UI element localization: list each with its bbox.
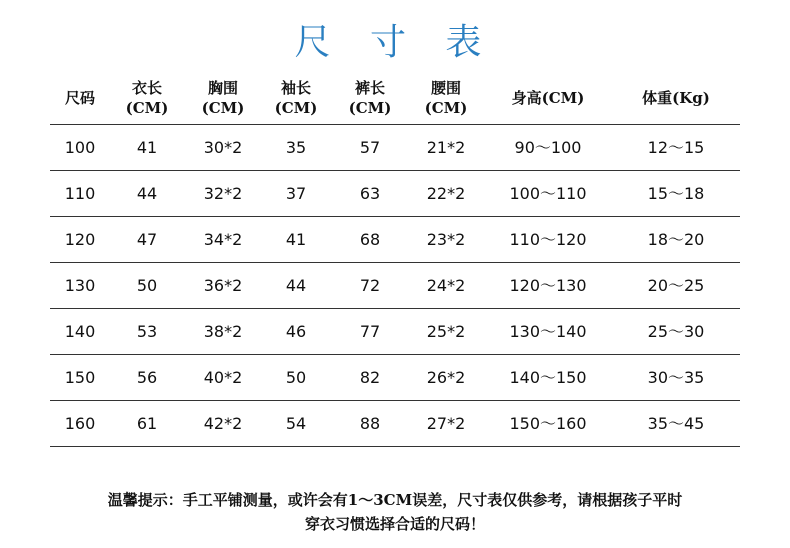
cell-weight: 35～45 — [647, 414, 705, 433]
cell-weight: 30～35 — [647, 368, 705, 387]
cell-waist: 25*2 — [426, 322, 466, 341]
cell-length: 61 — [136, 414, 158, 433]
cell-length: 56 — [136, 368, 158, 387]
cell-pants-length: 77 — [359, 322, 381, 341]
cell-height: 100～110 — [509, 184, 587, 203]
cell-pants-length: 57 — [359, 138, 381, 157]
cell-length: 50 — [136, 276, 158, 295]
cell-length: 44 — [136, 184, 158, 203]
table-header — [50, 78, 740, 124]
cell-weight: 20～25 — [647, 276, 705, 295]
cell-height: 140～150 — [509, 368, 587, 387]
cell-chest: 30*2 — [203, 138, 243, 157]
table-row — [50, 124, 740, 170]
cell-waist: 22*2 — [426, 184, 466, 203]
cell-length: 53 — [136, 322, 158, 341]
cell-chest: 34*2 — [203, 230, 243, 249]
cell-chest: 38*2 — [203, 322, 243, 341]
cell-size: 120 — [64, 230, 96, 249]
cell-height: 110～120 — [509, 230, 587, 249]
cell-waist: 26*2 — [426, 368, 466, 387]
cell-weight: 25～30 — [647, 322, 705, 341]
cell-sleeve: 44 — [285, 276, 307, 295]
size-table-body — [50, 124, 740, 447]
cell-chest: 42*2 — [203, 414, 243, 433]
cell-size: 130 — [64, 276, 96, 295]
cell-chest: 40*2 — [203, 368, 243, 387]
cell-weight: 18～20 — [647, 230, 705, 249]
cell-height: 90～100 — [514, 138, 582, 157]
note-line-2: 穿衣习惯选择合适的尺码！ — [304, 515, 485, 533]
cell-height: 130～140 — [509, 322, 587, 341]
header-chest: 胸围 (CM) — [201, 79, 245, 117]
header-pants-length: 裤长 (CM) — [348, 79, 392, 117]
cell-pants-length: 82 — [359, 368, 381, 387]
table-row — [50, 170, 740, 216]
table-row — [50, 308, 740, 354]
cell-sleeve: 54 — [285, 414, 307, 433]
cell-sleeve: 46 — [285, 322, 307, 341]
cell-sleeve: 35 — [285, 138, 307, 157]
cell-chest: 32*2 — [203, 184, 243, 203]
cell-weight: 12～15 — [647, 138, 705, 157]
header-waist: 腰围 (CM) — [424, 79, 468, 117]
cell-pants-length: 88 — [359, 414, 381, 433]
header-height: 身高(CM) — [511, 89, 585, 107]
table-row — [50, 354, 740, 400]
cell-size: 160 — [64, 414, 96, 433]
cell-sleeve: 50 — [285, 368, 307, 387]
cell-waist: 23*2 — [426, 230, 466, 249]
cell-sleeve: 37 — [285, 184, 307, 203]
cell-pants-length: 72 — [359, 276, 381, 295]
cell-chest: 36*2 — [203, 276, 243, 295]
cell-size: 140 — [64, 322, 96, 341]
cell-waist: 21*2 — [426, 138, 466, 157]
cell-pants-length: 63 — [359, 184, 381, 203]
note-line-1: 温馨提示：手工平铺测量，或许会有1～3CM误差，尺寸表仅供参考，请根据孩子平时 — [107, 491, 683, 509]
cell-waist: 24*2 — [426, 276, 466, 295]
table-row — [50, 262, 740, 308]
table-row — [50, 216, 740, 262]
size-note — [40, 488, 750, 536]
cell-pants-length: 68 — [359, 230, 381, 249]
cell-waist: 27*2 — [426, 414, 466, 433]
cell-length: 47 — [136, 230, 158, 249]
header-weight: 体重(Kg) — [642, 89, 710, 107]
cell-height: 150～160 — [509, 414, 587, 433]
cell-size: 110 — [64, 184, 96, 203]
cell-weight: 15～18 — [647, 184, 705, 203]
cell-height: 120～130 — [509, 276, 587, 295]
cell-size: 100 — [64, 138, 96, 157]
header-sleeve: 袖长 (CM) — [274, 79, 318, 117]
table-row — [50, 400, 740, 447]
header-length: 衣长 (CM) — [125, 79, 169, 117]
cell-length: 41 — [136, 138, 158, 157]
page-title: 尺 寸 表 — [294, 22, 496, 63]
cell-size: 150 — [64, 368, 96, 387]
cell-sleeve: 41 — [285, 230, 307, 249]
header-size: 尺码 — [64, 89, 96, 107]
